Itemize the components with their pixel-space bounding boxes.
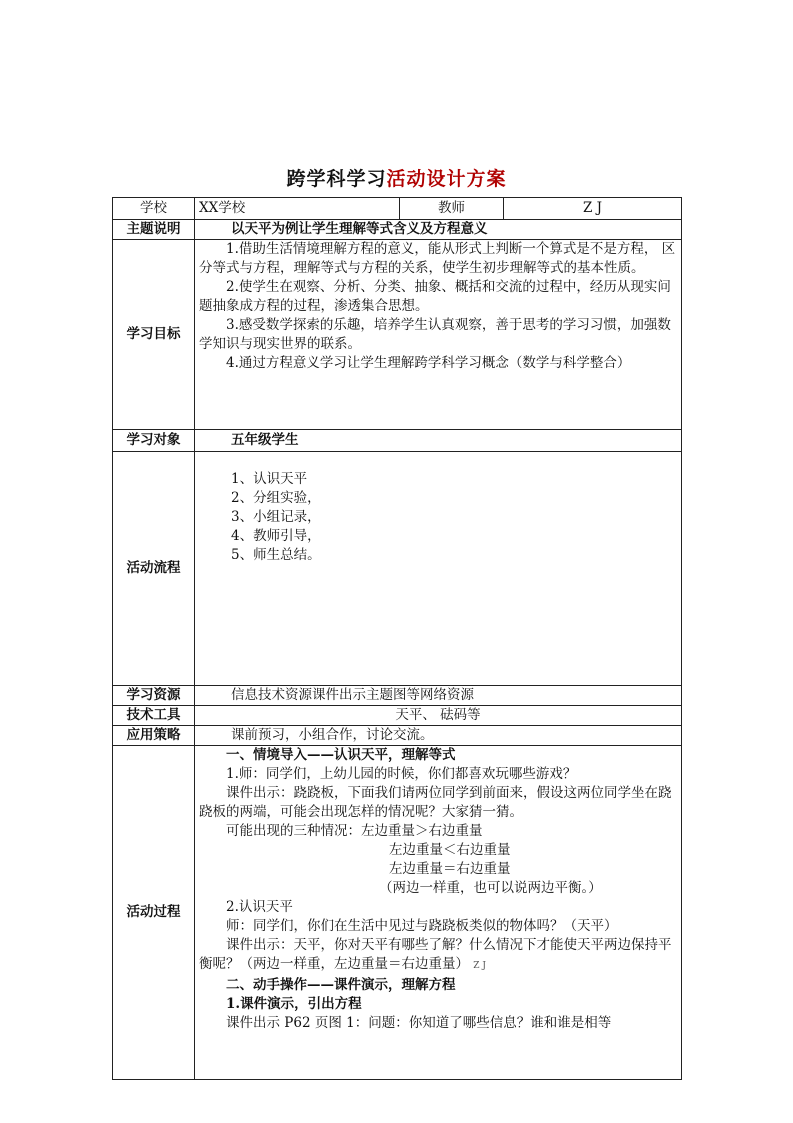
resources-label: 学习资源 bbox=[113, 686, 195, 706]
tools-label: 技术工具 bbox=[113, 706, 195, 726]
flow-cell bbox=[195, 452, 682, 686]
goals-row bbox=[113, 240, 682, 430]
strategy-value: 课前预习，小组合作，讨论交流。 bbox=[195, 726, 682, 746]
teacher-value: Z J bbox=[504, 198, 682, 220]
title-part-red: 活动设计方案 bbox=[386, 168, 507, 190]
strategy-row bbox=[113, 726, 682, 746]
flow-item: 3、小组记录， bbox=[231, 509, 321, 525]
author-mark: Z J bbox=[473, 961, 487, 971]
flow-item: 2、分组实验， bbox=[231, 490, 321, 506]
theme-value: 以天平为例让学生理解等式含义及方程意义 bbox=[195, 220, 682, 240]
process-paragraph: 课件出示：跷跷板，下面我们请两位同学到前面来，假设这两位同学坐在跷跷板的两端，可能会出现怎样的情况呢？大家猜一猜。 bbox=[199, 785, 672, 820]
case-item: 左边重量＜右边重量 bbox=[389, 842, 511, 858]
case-item: 左边重量＝右边重量 bbox=[389, 861, 511, 877]
process-row bbox=[113, 746, 682, 1080]
goal-item: 3.感受数学探索的乐趣，培养学生认真观察，善于思考的学习习惯，加强数学知识与现实世界的联系。 bbox=[199, 317, 671, 352]
target-row bbox=[113, 430, 682, 452]
teacher-label: 教师 bbox=[400, 198, 504, 220]
resources-row bbox=[113, 686, 682, 706]
flow-item: 4、教师引导， bbox=[231, 528, 321, 544]
tools-value: 天平、 砝码等 bbox=[195, 706, 682, 726]
goal-item: 2.使学生在观察、分析、分类、抽象、概括和交流的过程中，经历从现实问题抽象成方程的过程，渗透集合思想。 bbox=[199, 279, 671, 314]
flow-item: 5、师生总结。 bbox=[231, 547, 321, 563]
plan-table bbox=[112, 197, 682, 1080]
case-item: 左边重量＞右边重量 bbox=[361, 823, 483, 839]
header-row bbox=[113, 198, 682, 220]
flow-item: 1、认识天平 bbox=[231, 471, 308, 487]
goal-item: 4.通过方程意义学习让学生理解跨学科学习概念（数学与科学整合） bbox=[226, 355, 631, 371]
goal-item: 1.借助生活情境理解方程的意义，能从形式上判断一个算式是不是方程， 区分等式与方程，理解等式与方程的关系，使学生初步理解等式的基本性质。 bbox=[199, 241, 676, 276]
section-heading: 二、动手操作——课件演示，理解方程 bbox=[226, 977, 456, 993]
tools-row bbox=[113, 706, 682, 726]
school-label: 学校 bbox=[113, 198, 195, 220]
flow-row bbox=[113, 452, 682, 686]
balance-note: （两边一样重，也可以说两边平衡。） bbox=[379, 880, 602, 896]
cases-prefix: 可能出现的三种情况： bbox=[226, 823, 361, 839]
process-label: 活动过程 bbox=[113, 746, 195, 1080]
section-heading: 一、情境导入——认识天平，理解等式 bbox=[226, 747, 456, 763]
strategy-label: 应用策略 bbox=[113, 726, 195, 746]
theme-label: 主题说明 bbox=[113, 220, 195, 240]
goals-cell bbox=[195, 240, 682, 430]
target-label: 学习对象 bbox=[113, 430, 195, 452]
title-part-black: 跨学科学习 bbox=[286, 168, 387, 190]
school-value: XX学校 bbox=[195, 198, 400, 220]
process-cell bbox=[195, 746, 682, 1080]
process-paragraph: 2.认识天平 bbox=[226, 899, 293, 915]
subsection-heading: 1.课件演示，引出方程 bbox=[226, 996, 362, 1012]
page-title bbox=[0, 164, 793, 191]
process-paragraph: 课件出示 P62 页图 1：问题：你知道了哪些信息？谁和谁是相等 bbox=[226, 1015, 612, 1031]
process-paragraph: 师：同学们，你们在生活中见过与跷跷板类似的物体吗？（天平） bbox=[226, 918, 618, 934]
flow-label: 活动流程 bbox=[113, 452, 195, 686]
target-value: 五年级学生 bbox=[195, 430, 682, 452]
cases-line bbox=[199, 822, 677, 841]
goals-label: 学习目标 bbox=[113, 240, 195, 430]
resources-value: 信息技术资源课件出示主题图等网络资源 bbox=[195, 686, 682, 706]
process-paragraph-text: 课件出示：天平，你对天平有哪些了解？什么情况下才能使天平两边保持平衡呢？（两边一样重，左边重量＝右边重量） bbox=[199, 937, 672, 972]
theme-row bbox=[113, 220, 682, 240]
process-paragraph: 1.师：同学们，上幼儿园的时候，你们都喜欢玩哪些游戏？ bbox=[226, 766, 577, 782]
process-paragraph bbox=[199, 936, 677, 976]
